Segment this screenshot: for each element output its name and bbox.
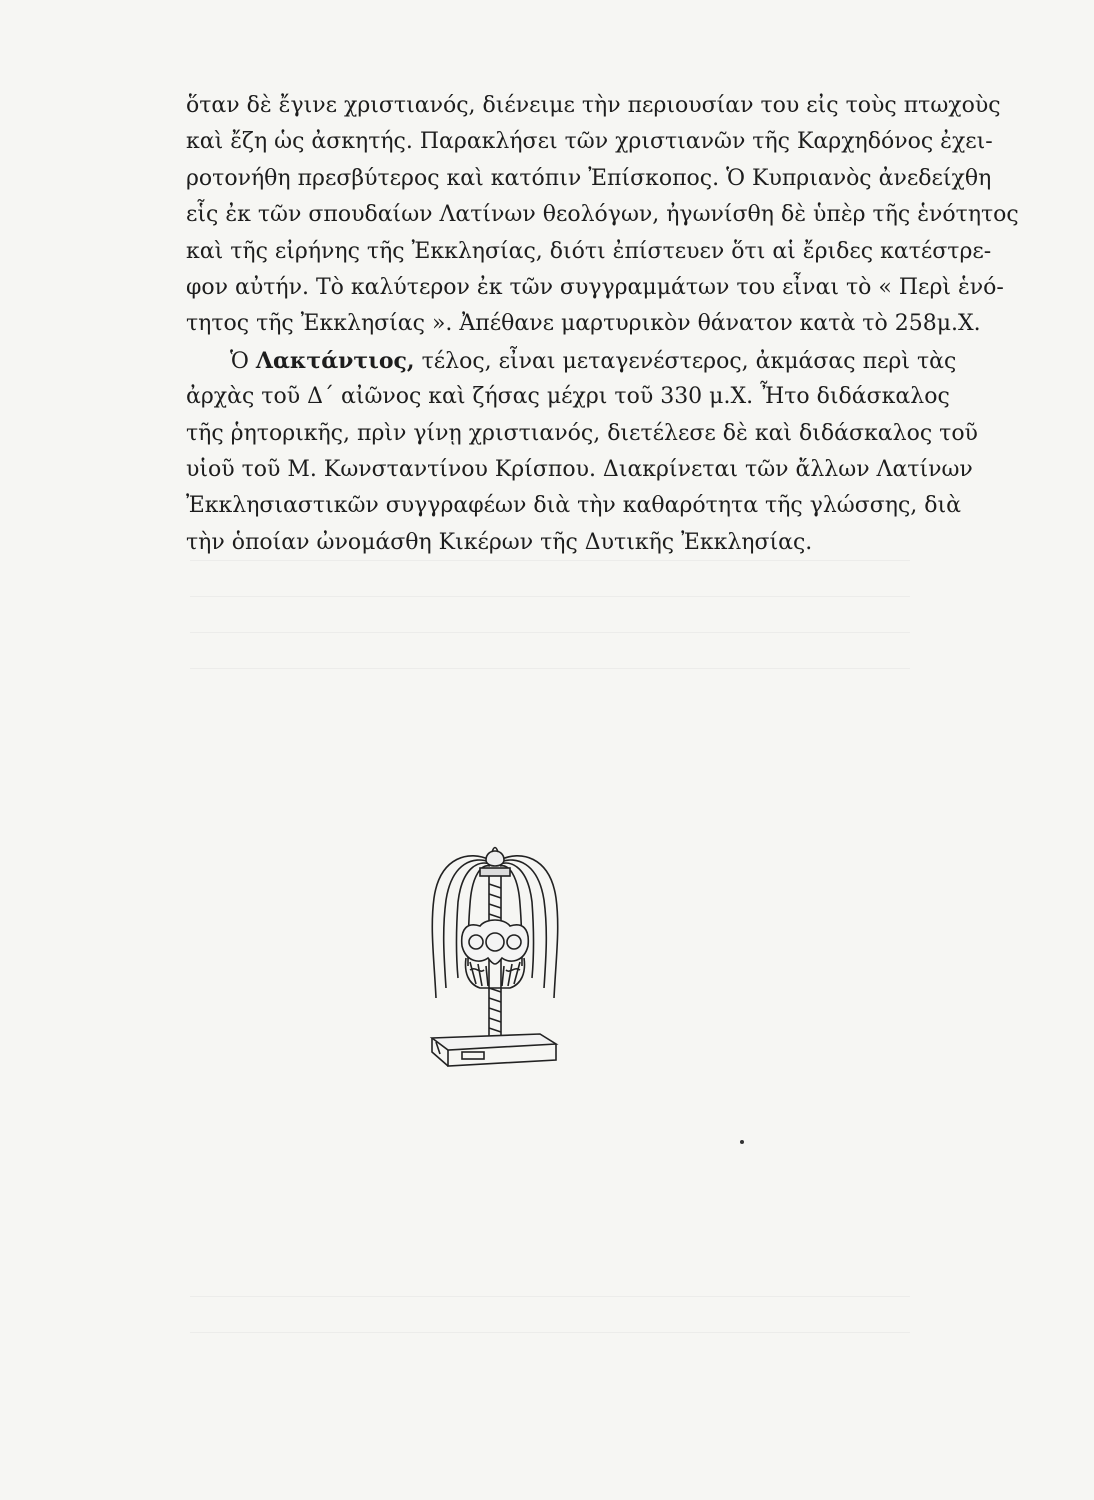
show-through-line	[190, 668, 910, 669]
text-line: τῆς ῥητορικῆς, πρὶν γίνῃ χριστιανός, διετέλεσε δὲ καὶ διδάσκαλος τοῦ	[186, 420, 978, 446]
body-text	[186, 88, 1019, 561]
name-lactantius: Λακτάντιος,	[255, 347, 415, 374]
text-line: υἱοῦ τοῦ Μ. Κωνσταντίνου Κρίσπου. Διακρίνεται τῶν ἄλλων Λατίνων	[186, 456, 973, 482]
text-line: καὶ ἔζη ὡς ἀσκητής. Παρακλήσει τῶν χριστιανῶν τῆς Καρχηδόνος ἐχει-	[186, 129, 993, 155]
show-through-line	[190, 1296, 910, 1297]
text-line: ἀρχὰς τοῦ Δ΄ αἰῶνος καὶ ζήσας μέχρι τοῦ 330 μ.Χ. Ἦτο διδάσκαλος	[186, 384, 950, 410]
line-rest: τέλος, εἶναι μεταγενέστερος, ἀκμάσας περὶ τὰς	[414, 348, 957, 374]
line-prefix: Ὁ	[230, 348, 256, 374]
text-line: τητος τῆς Ἐκκλησίας ». Ἀπέθανε μαρτυρικὸν θάνατον κατὰ τὸ 258μ.Χ.	[186, 311, 981, 337]
show-through-line	[190, 1332, 910, 1333]
text-line: τὴν ὁποίαν ὠνομάσθη Κικέρων τῆς Δυτικῆς Ἐκκλησίας.	[186, 529, 813, 555]
ink-speck	[740, 1140, 744, 1144]
paragraph-cyprian	[186, 88, 1019, 343]
text-line: ροτονήθη πρεσβύτερος καὶ κατόπιν Ἐπίσκοπος. Ὁ Κυπριανὸς ἀνεδείχθη	[186, 165, 992, 191]
paragraph-lactantius	[186, 343, 978, 561]
text-line-first	[186, 343, 957, 379]
text-line: εἷς ἐκ τῶν σπουδαίων Λατίνων θεολόγων, ἠγωνίσθη δὲ ὑπὲρ τῆς ἑνότητος	[186, 202, 1019, 228]
text-line: καὶ τῆς εἰρήνης τῆς Ἐκκλησίας, διότι ἐπίστευεν ὅτι αἱ ἔριδες κατέστρε-	[186, 238, 992, 264]
text-line: ὅταν δὲ ἔγινε χριστιανός, διένειμε τὴν περιουσίαν του εἰς τοὺς πτωχοὺς	[186, 93, 1001, 118]
show-through-line	[190, 596, 910, 597]
text-line: φον αὐτήν. Τὸ καλύτερον ἐκ τῶν συγγραμμάτων του εἶναι τὸ « Περὶ ἑνό-	[186, 274, 1004, 300]
show-through-line	[190, 632, 910, 633]
text-line: Ἐκκλησιαστικῶν συγγραφέων διὰ τὴν καθαρότητα τῆς γλώσσης, διὰ	[186, 493, 961, 519]
fountain-ornament-icon	[410, 838, 580, 1070]
